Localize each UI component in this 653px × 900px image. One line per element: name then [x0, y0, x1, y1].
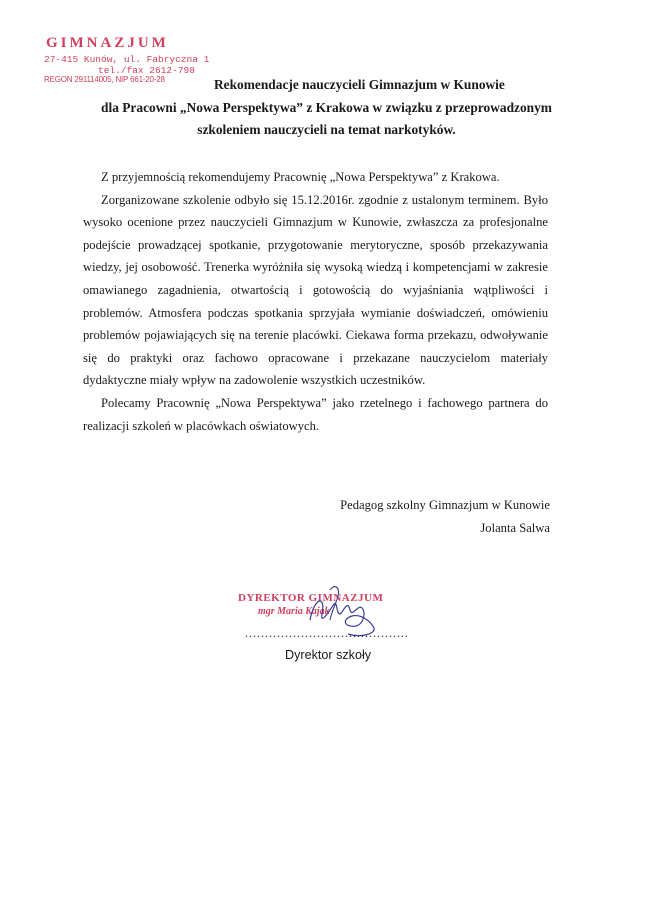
letter-body: [83, 166, 548, 437]
title-line-1: Rekomendacje nauczycieli Gimnazjum w Kunowie: [214, 77, 505, 92]
title-line-3: szkoleniem nauczycieli na temat narkotyków.: [197, 122, 456, 137]
pedagog-signature-block: [330, 494, 550, 539]
stamp-title: GIMNAZJUM: [46, 35, 169, 51]
stamp-address: 27-415 Kunów, ul. Fabryczna 1: [44, 54, 210, 65]
title-line-2: dla Pracowni „Nowa Perspektywa” z Krakowa w związku z przeprowadzonym: [101, 99, 552, 115]
letter-title: [40, 74, 613, 142]
signature-dotted-line: [245, 626, 407, 641]
pedagog-role: Pedagog szkolny Gimnazjum w Kunowie: [340, 498, 550, 512]
director-label: Dyrektor szkoły: [285, 648, 372, 662]
pedagog-name: Jolanta Salwa: [480, 520, 550, 535]
director-stamp-line-1: DYREKTOR GIMNAZJUM: [238, 592, 384, 604]
director-stamp-line-2: mgr Maria Kajak: [258, 606, 330, 617]
body-paragraph-2: Zorganizowane szkolenie odbyło się 15.12.2016r. zgodnie z ustalonym terminem. Było wysoko ocenione przez nauczycieli Gimnazjum w Kunowie, zwłaszcza za profesjonalne podejście prowadzącej spotkanie, przygotowanie merytoryczne, sposób przekazywania wiedzy, jej osobowość. Trenerka wyróżniła się wysoką wiedzą i kompetencjami w zakresie omawianego zagadnienia, otwartością i gotowością do wyjaśniania wątpliwości i problemów. Atmosfera podczas spotkania sprzyjała wymianie doświadczeń, omówieniu problemów pojawiających się na terenie placówki. Ciekawa forma przekazu, odwoływanie się do praktyki oraz fachowo opracowane i przekazane nauczycielom materiały dydaktyczne miały wpływ na zadowolenie wszystkich uczestników.: [83, 192, 548, 388]
stamp-phone: tel./fax 2612-798: [98, 64, 195, 76]
stamp-ids: REGON 291114005, NIP 661-20-28: [44, 75, 165, 84]
body-paragraph-3: Polecamy Pracownię „Nowa Perspektywa” jako rzetelnego i fachowego partnera do realizacji szkoleń w placówkach oświatowych.: [83, 395, 548, 433]
body-paragraph-1: Z przyjemnością rekomendujemy Pracownię „Nowa Perspektywa” z Krakowa.: [101, 170, 500, 184]
